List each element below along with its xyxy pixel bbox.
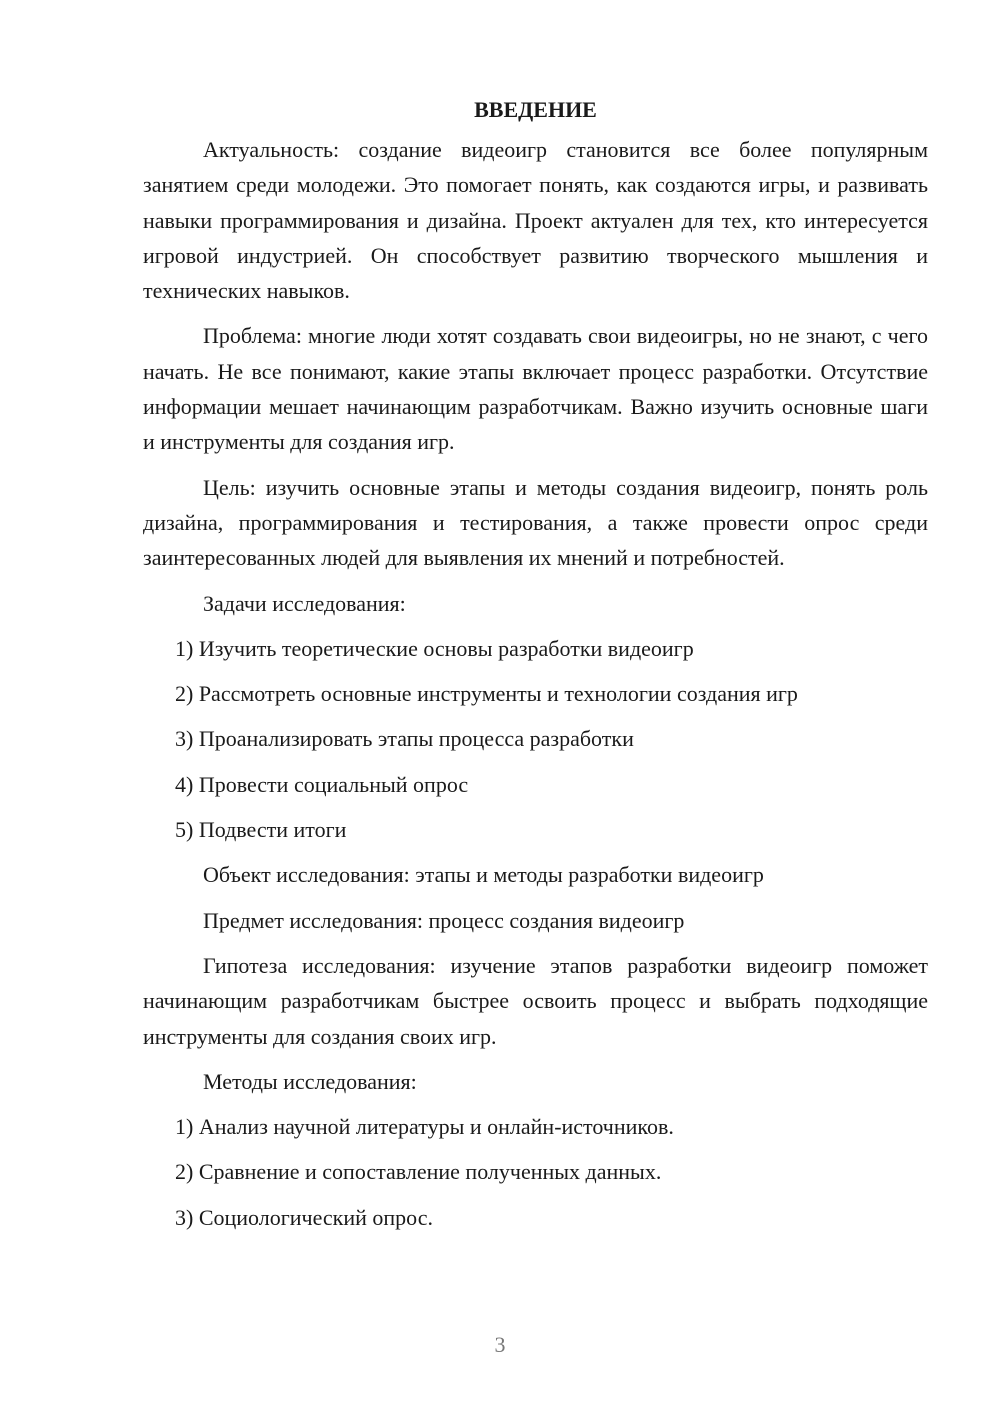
research-object: Объект исследования: этапы и методы разработки видеоигр [203,862,764,888]
problem-paragraph: Проблема: многие люди хотят создавать свои видеоигры, но не знают, с чего начать. Не все понимают, какие этапы включает процесс разработки. Отсутствие информации мешает начинающим разработчикам. Важно изучить основные шаги и инструменты для создания игр. [143,323,928,455]
tasks-label: Задачи исследования: [203,590,406,616]
page-title: ВВЕДЕНИЕ [474,97,597,122]
method-item: 2) Сравнение и сопоставление полученных данных. [175,1159,662,1185]
task-item: 4) Провести социальный опрос [175,771,469,797]
task-item: 5) Подвести итоги [175,817,347,843]
tasks-list [143,631,928,847]
hypothesis-paragraph: Гипотеза исследования: изучение этапов разработки видеоигр поможет начинающим разработчикам быстрее освоить процесс и выбрать подходящие инструменты для создания своих игр. [143,952,928,1049]
task-item: 3) Проанализировать этапы процесса разработки [175,726,634,752]
research-subject: Предмет исследования: процесс создания видеоигр [203,907,685,933]
document-page [143,92,928,1245]
goal-paragraph: Цель: изучить основные этапы и методы создания видеоигр, понять роль дизайна, программирования и тестирования, а также провести опрос среди заинтересованных людей для выявления их мнений и потребностей. [143,474,928,571]
task-item: 1) Изучить теоретические основы разработки видеоигр [175,635,694,661]
methods-list [143,1109,928,1235]
task-item: 2) Рассмотреть основные инструменты и технологии создания игр [175,681,798,707]
page-number: 3 [494,1332,506,1357]
method-item: 1) Анализ научной литературы и онлайн-источников. [175,1114,674,1140]
methods-label: Методы исследования: [203,1068,417,1094]
relevance-paragraph: Актуальность: создание видеоигр становится все более популярным занятием среди молодежи. Это помогает понять, как создаются игры, и развивать навыки программирования и дизайна. Проект актуален для тех, кто интересуется игровой индустрией. Он способствует развитию творческого мышления и технических навыков. [143,137,928,304]
method-item: 3) Социологический опрос. [175,1204,433,1230]
